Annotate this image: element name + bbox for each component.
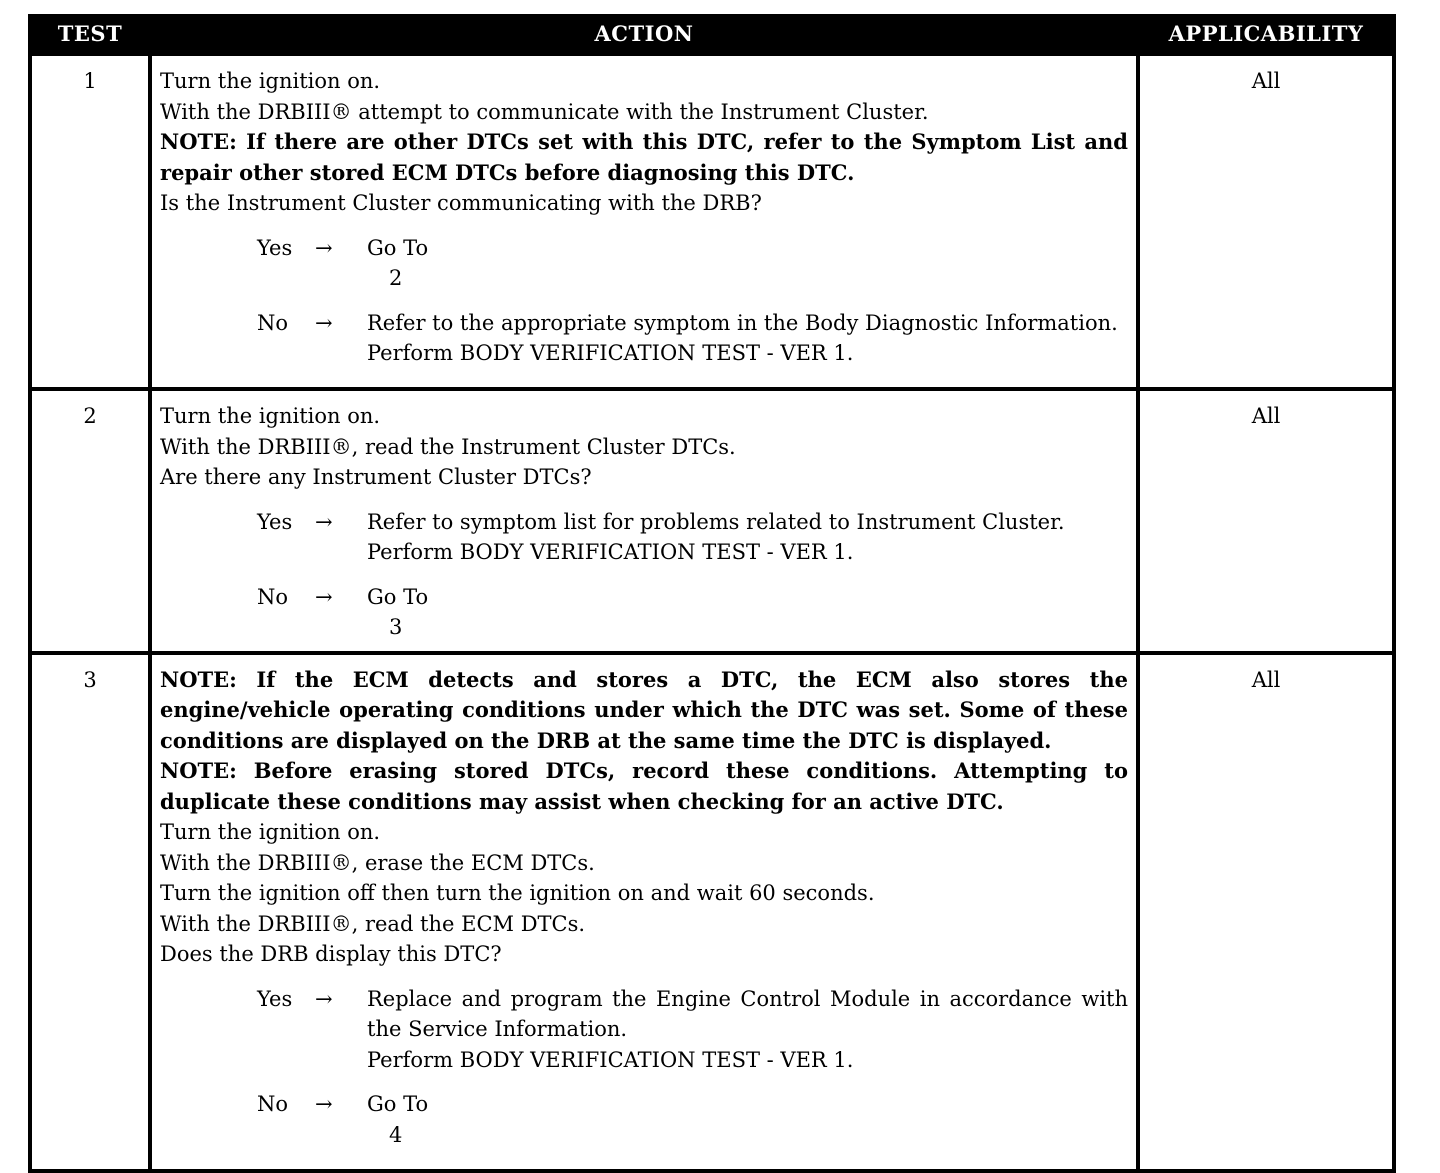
response-no: [257, 582, 1128, 643]
table-row-test-3: [30, 653, 1394, 1171]
response-label: Yes: [257, 235, 293, 260]
test-number: 3: [30, 653, 150, 1171]
goto-number: 2: [389, 266, 403, 290]
response-label: Yes: [257, 986, 293, 1011]
header-test: TEST: [30, 14, 150, 54]
arrow-right-icon: →: [315, 1092, 333, 1116]
goto-link[interactable]: Go To 3: [367, 582, 1128, 643]
table-row-test-2: [30, 389, 1394, 653]
test-number: 1: [30, 54, 150, 389]
test-number: 2: [30, 389, 150, 653]
response-text: Perform BODY VERIFICATION TEST - VER 1.: [367, 341, 854, 365]
applicability-value: All: [1138, 389, 1394, 653]
action-step: With the DRBIII®, read the ECM DTCs.: [160, 911, 586, 936]
response-no: [257, 1089, 1128, 1150]
action-cell: [150, 653, 1138, 1171]
response-label: No: [257, 310, 289, 335]
action-step: Turn the ignition off then turn the ignition on and wait 60 seconds.: [160, 881, 875, 905]
action-question: Is the Instrument Cluster communicating with the DRB?: [160, 191, 762, 215]
response-yes: [257, 984, 1128, 1076]
action-cell: [150, 54, 1138, 389]
table-row-test-1: [30, 54, 1394, 389]
arrow-right-icon: →: [315, 584, 333, 609]
goto-link[interactable]: Go To 2: [367, 233, 1128, 294]
response-label: Yes: [257, 509, 293, 534]
response-text: Perform BODY VERIFICATION TEST - VER 1.: [367, 1047, 854, 1072]
action-step: Turn the ignition on.: [160, 404, 381, 428]
action-step: With the DRBIII®, erase the ECM DTCs.: [160, 850, 595, 875]
response-text: Refer to the appropriate symptom in the Body Diagnostic Information.: [367, 310, 1118, 335]
action-cell: [150, 389, 1138, 653]
action-step: Turn the ignition on.: [160, 69, 381, 93]
response-text: Perform BODY VERIFICATION TEST - VER 1.: [367, 540, 854, 564]
response-no: [257, 308, 1128, 369]
action-step: Turn the ignition on.: [160, 820, 381, 844]
arrow-right-icon: →: [315, 310, 333, 335]
header-applicability: APPLICABILITY: [1138, 14, 1394, 54]
action-question: Does the DRB display this DTC?: [160, 942, 502, 966]
response-label: No: [257, 584, 289, 609]
goto-number: 3: [389, 615, 403, 639]
response-text: Replace and program the Engine Control Module in accordance with the Service Information.: [367, 986, 1128, 1041]
response-yes: [257, 507, 1128, 568]
arrow-right-icon: →: [315, 509, 333, 534]
diagnostic-test-table: [28, 14, 1396, 1173]
action-step: With the DRBIII®, read the Instrument Cluster DTCs.: [160, 434, 736, 459]
action-note: NOTE: Before erasing stored DTCs, record these conditions. Attempting to duplicate these conditions may assist when checking for an active DTC.: [160, 758, 1128, 814]
goto-number: 4: [389, 1122, 403, 1147]
goto-link[interactable]: Go To 4: [367, 1089, 1128, 1150]
applicability-value: All: [1138, 54, 1394, 389]
action-note: NOTE: If there are other DTCs set with this DTC, refer to the Symptom List and repair other stored ECM DTCs before diagnosing this DTC.: [160, 129, 1128, 185]
response-label: No: [257, 1092, 289, 1116]
action-note: NOTE: If the ECM detects and stores a DTC, the ECM also stores the engine/vehicle operating conditions under which the DTC was set. Some of these conditions are displayed on the DRB at the same time the DTC is displayed.: [160, 666, 1128, 753]
table-header-row: [30, 14, 1394, 54]
action-step: With the DRBIII® attempt to communicate with the Instrument Cluster.: [160, 99, 929, 124]
action-question: Are there any Instrument Cluster DTCs?: [160, 465, 592, 489]
response-text: Refer to symptom list for problems related to Instrument Cluster.: [367, 509, 1065, 534]
arrow-right-icon: →: [315, 235, 333, 260]
arrow-right-icon: →: [315, 986, 333, 1011]
response-yes: [257, 233, 1128, 294]
header-action: ACTION: [150, 14, 1138, 54]
applicability-value: All: [1138, 653, 1394, 1171]
